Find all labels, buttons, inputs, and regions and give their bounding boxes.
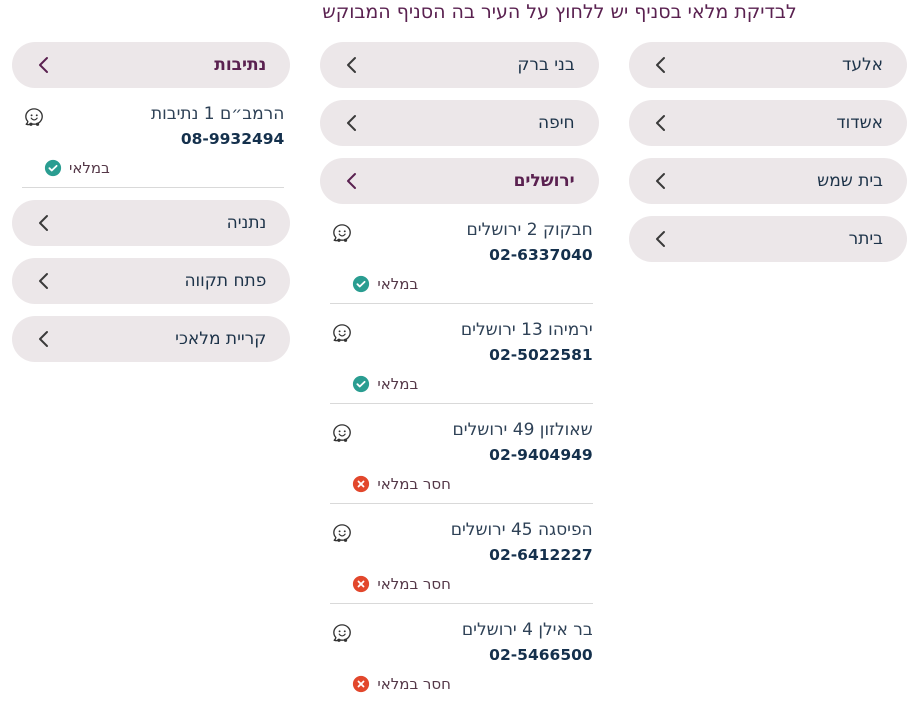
city-toggle-button[interactable] — [12, 42, 290, 88]
city-name-label: אלעד — [842, 55, 883, 75]
city-accordion-item — [629, 42, 907, 88]
branch-item — [320, 404, 598, 504]
city-name-label: אשדוד — [836, 113, 883, 133]
x-circle-icon — [352, 575, 370, 593]
divider — [22, 187, 284, 188]
branch-phone[interactable]: 02-9404949 — [489, 446, 593, 464]
city-toggle-button[interactable] — [320, 158, 598, 204]
branch-phone[interactable]: 02-5022581 — [489, 346, 593, 364]
x-circle-icon — [352, 475, 370, 493]
city-name-label: פתח תקווה — [184, 271, 267, 291]
city-accordion-item — [12, 316, 290, 362]
check-circle-icon — [352, 275, 370, 293]
x-circle-icon — [352, 675, 370, 693]
waze-icon[interactable] — [330, 322, 353, 349]
branch-item — [320, 304, 598, 404]
chevron-left-icon — [655, 230, 666, 248]
waze-icon[interactable] — [330, 222, 353, 249]
waze-icon[interactable] — [330, 422, 353, 449]
chevron-left-icon — [38, 272, 49, 290]
city-toggle-button[interactable] — [629, 100, 907, 146]
chevron-left-icon — [38, 56, 49, 74]
chevron-left-icon — [346, 114, 357, 132]
branch-phone[interactable]: 08-9932494 — [180, 130, 285, 148]
stock-status — [352, 474, 592, 494]
stock-status — [44, 158, 284, 178]
city-accordion-item — [629, 158, 907, 204]
waze-icon[interactable] — [22, 106, 45, 133]
branch-item — [12, 88, 290, 188]
stock-status-label: במלאי — [377, 375, 419, 393]
city-name-label: בני ברק — [517, 55, 575, 75]
stock-status — [352, 574, 592, 594]
branch-list — [12, 88, 290, 188]
branch-phone[interactable]: 02-6337040 — [489, 246, 593, 264]
city-columns — [12, 42, 907, 703]
branch-item — [320, 504, 598, 604]
stock-status-label: חסר במלאי — [377, 575, 451, 593]
chevron-left-icon — [655, 56, 666, 74]
chevron-left-icon — [655, 172, 666, 190]
stock-status — [352, 274, 592, 294]
city-name-label: קריית מלאכי — [175, 329, 267, 349]
city-toggle-button[interactable] — [320, 42, 598, 88]
city-toggle-button[interactable] — [320, 100, 598, 146]
stock-status-label: במלאי — [69, 159, 110, 177]
chevron-left-icon — [346, 172, 357, 190]
branch-item — [320, 204, 598, 304]
city-name-label: בית שמש — [817, 171, 883, 191]
city-name-label: ביתר — [848, 229, 883, 249]
chevron-left-icon — [38, 214, 49, 232]
city-toggle-button[interactable] — [629, 158, 907, 204]
chevron-left-icon — [38, 330, 49, 348]
city-name-label: ירושלים — [513, 171, 575, 191]
waze-icon[interactable] — [330, 522, 353, 549]
branch-address: ירמיהו 13 ירושלים — [460, 320, 593, 340]
city-accordion-item — [629, 216, 907, 262]
city-accordion-item — [12, 42, 290, 188]
branch-address: הפיסגה 45 ירושלים — [450, 520, 593, 540]
check-circle-icon — [44, 159, 62, 177]
stock-status-label: במלאי — [377, 275, 419, 293]
branch-phone[interactable]: 02-5466500 — [489, 646, 593, 664]
city-accordion-item — [12, 258, 290, 304]
page-title: לבדיקת מלאי בסניף יש ללחוץ על העיר בה הסניף המבוקש — [322, 1, 797, 23]
city-accordion-item — [629, 100, 907, 146]
waze-icon[interactable] — [330, 622, 353, 649]
city-toggle-button[interactable] — [12, 258, 290, 304]
branch-list — [320, 204, 598, 703]
city-name-label: חיפה — [538, 113, 575, 133]
city-column — [629, 42, 907, 274]
branch-item — [320, 604, 598, 703]
chevron-left-icon — [655, 114, 666, 132]
city-toggle-button[interactable] — [12, 200, 290, 246]
stock-status — [352, 374, 592, 394]
city-toggle-button[interactable] — [629, 216, 907, 262]
branch-phone[interactable]: 02-6412227 — [489, 546, 593, 564]
city-toggle-button[interactable] — [629, 42, 907, 88]
city-name-label: נתיבות — [214, 55, 267, 75]
chevron-left-icon — [346, 56, 357, 74]
check-circle-icon — [352, 375, 370, 393]
stock-status-label: חסר במלאי — [377, 675, 451, 693]
stock-status-label: חסר במלאי — [377, 475, 451, 493]
city-accordion-item — [320, 158, 598, 703]
city-accordion-item — [12, 200, 290, 246]
branch-address: בר אילן 4 ירושלים — [461, 620, 593, 640]
branch-address: חבקוק 2 ירושלים — [466, 220, 593, 240]
city-name-label: נתניה — [226, 213, 267, 233]
branch-address: שאולזון 49 ירושלים — [452, 420, 593, 440]
city-accordion-item — [320, 100, 598, 146]
stock-status — [352, 674, 592, 694]
city-column — [12, 42, 290, 374]
city-accordion-item — [320, 42, 598, 88]
city-toggle-button[interactable] — [12, 316, 290, 362]
city-column — [320, 42, 598, 703]
branch-address: הרמב״ם 1 נתיבות — [150, 104, 285, 124]
